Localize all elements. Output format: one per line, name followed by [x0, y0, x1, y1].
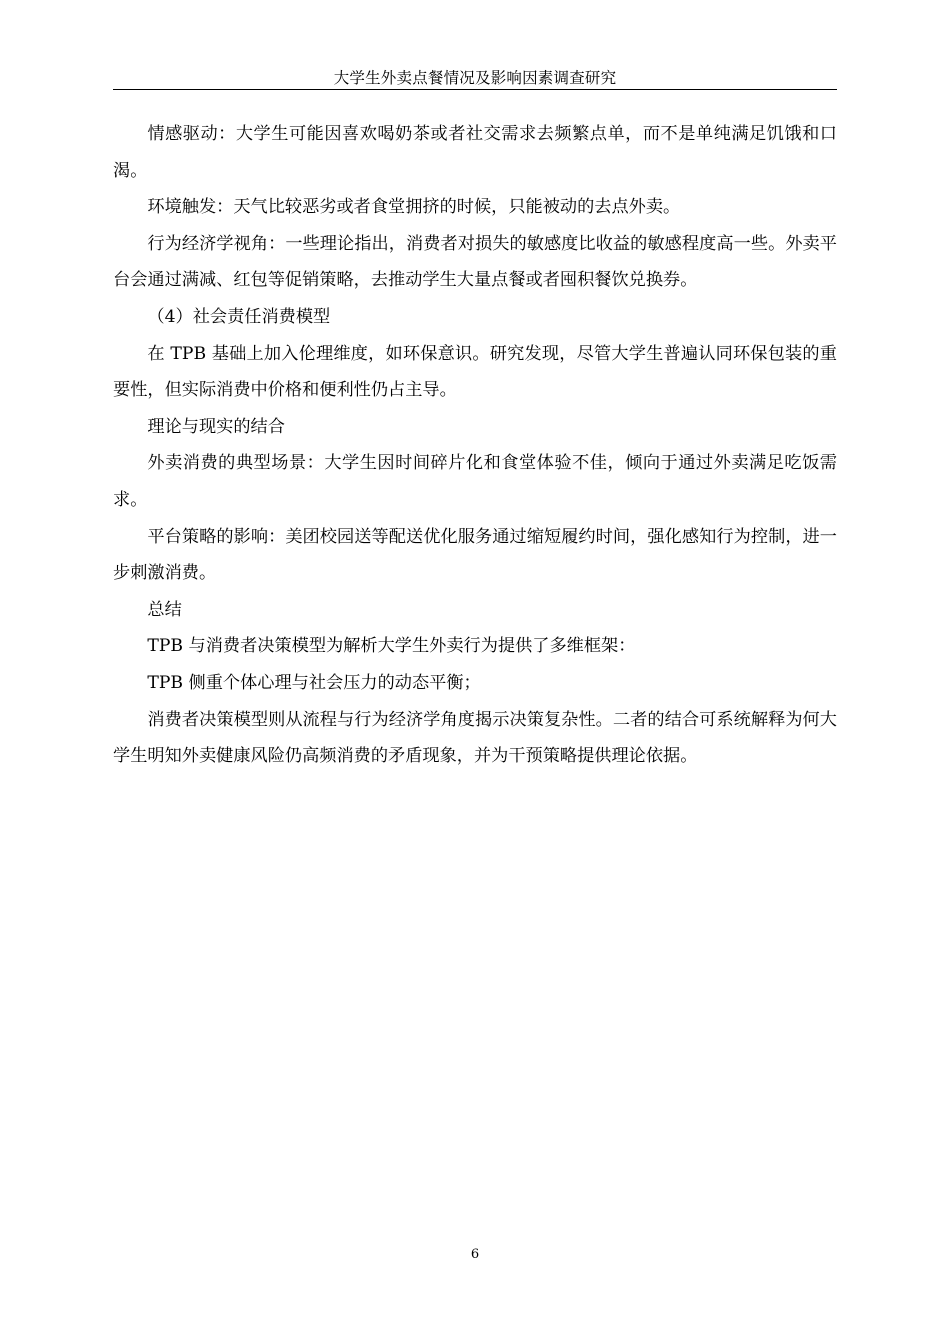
section-heading-theory-practice: 理论与现实的结合 — [147, 416, 285, 437]
paragraph-emotional-drive: 情感驱动：大学生可能因喜欢喝奶茶或者社交需求去频繁点单，而不是单纯满足饥饿和口渴。 — [113, 124, 837, 181]
running-header: 大学生外卖点餐情况及影响因素调查研究 — [333, 69, 617, 87]
paragraph-environment-trigger: 环境触发：天气比较恶劣或者食堂拥挤的时候，只能被动的去点外卖。 — [147, 197, 681, 218]
paragraph-platform-strategy: 平台策略的影响：美团校园送等配送优化服务通过缩短履约时间，强化感知行为控制，进一步刺激消费。 — [113, 526, 837, 584]
page-number: 6 — [470, 1247, 480, 1262]
section-heading-social-responsibility: （4）社会责任消费模型 — [147, 306, 331, 327]
paragraph-behavioral-economics: 行为经济学视角：一些理论指出，消费者对损失的敏感度比收益的敏感程度高一些。外卖平台会通过满减、红包等促销策略，去推动学生大量点餐或者囤积餐饮兑换券。 — [113, 233, 837, 291]
section-heading-summary: 总结 — [147, 599, 182, 620]
paragraph-summary-conclusion: 消费者决策模型则从流程与行为经济学角度揭示决策复杂性。二者的结合可系统解释为何大学生明知外卖健康风险仍高频消费的矛盾现象，并为干预策略提供理论依据。 — [113, 709, 837, 767]
paragraph-typical-scenario: 外卖消费的典型场景：大学生因时间碎片化和食堂体验不佳，倾向于通过外卖满足吃饭需求。 — [113, 453, 837, 510]
header-divider — [113, 89, 837, 90]
body-text — [113, 116, 837, 775]
paragraph-summary-framework: TPB 与消费者决策模型为解析大学生外卖行为提供了多维框架： — [147, 636, 636, 657]
paragraph-ethics-dimension: 在 TPB 基础上加入伦理维度，如环保意识。研究发现，尽管大学生普遍认同环保包装的重要性，但实际消费中价格和便利性仍占主导。 — [113, 343, 837, 401]
paragraph-summary-tpb: TPB 侧重个体心理与社会压力的动态平衡； — [147, 672, 481, 693]
